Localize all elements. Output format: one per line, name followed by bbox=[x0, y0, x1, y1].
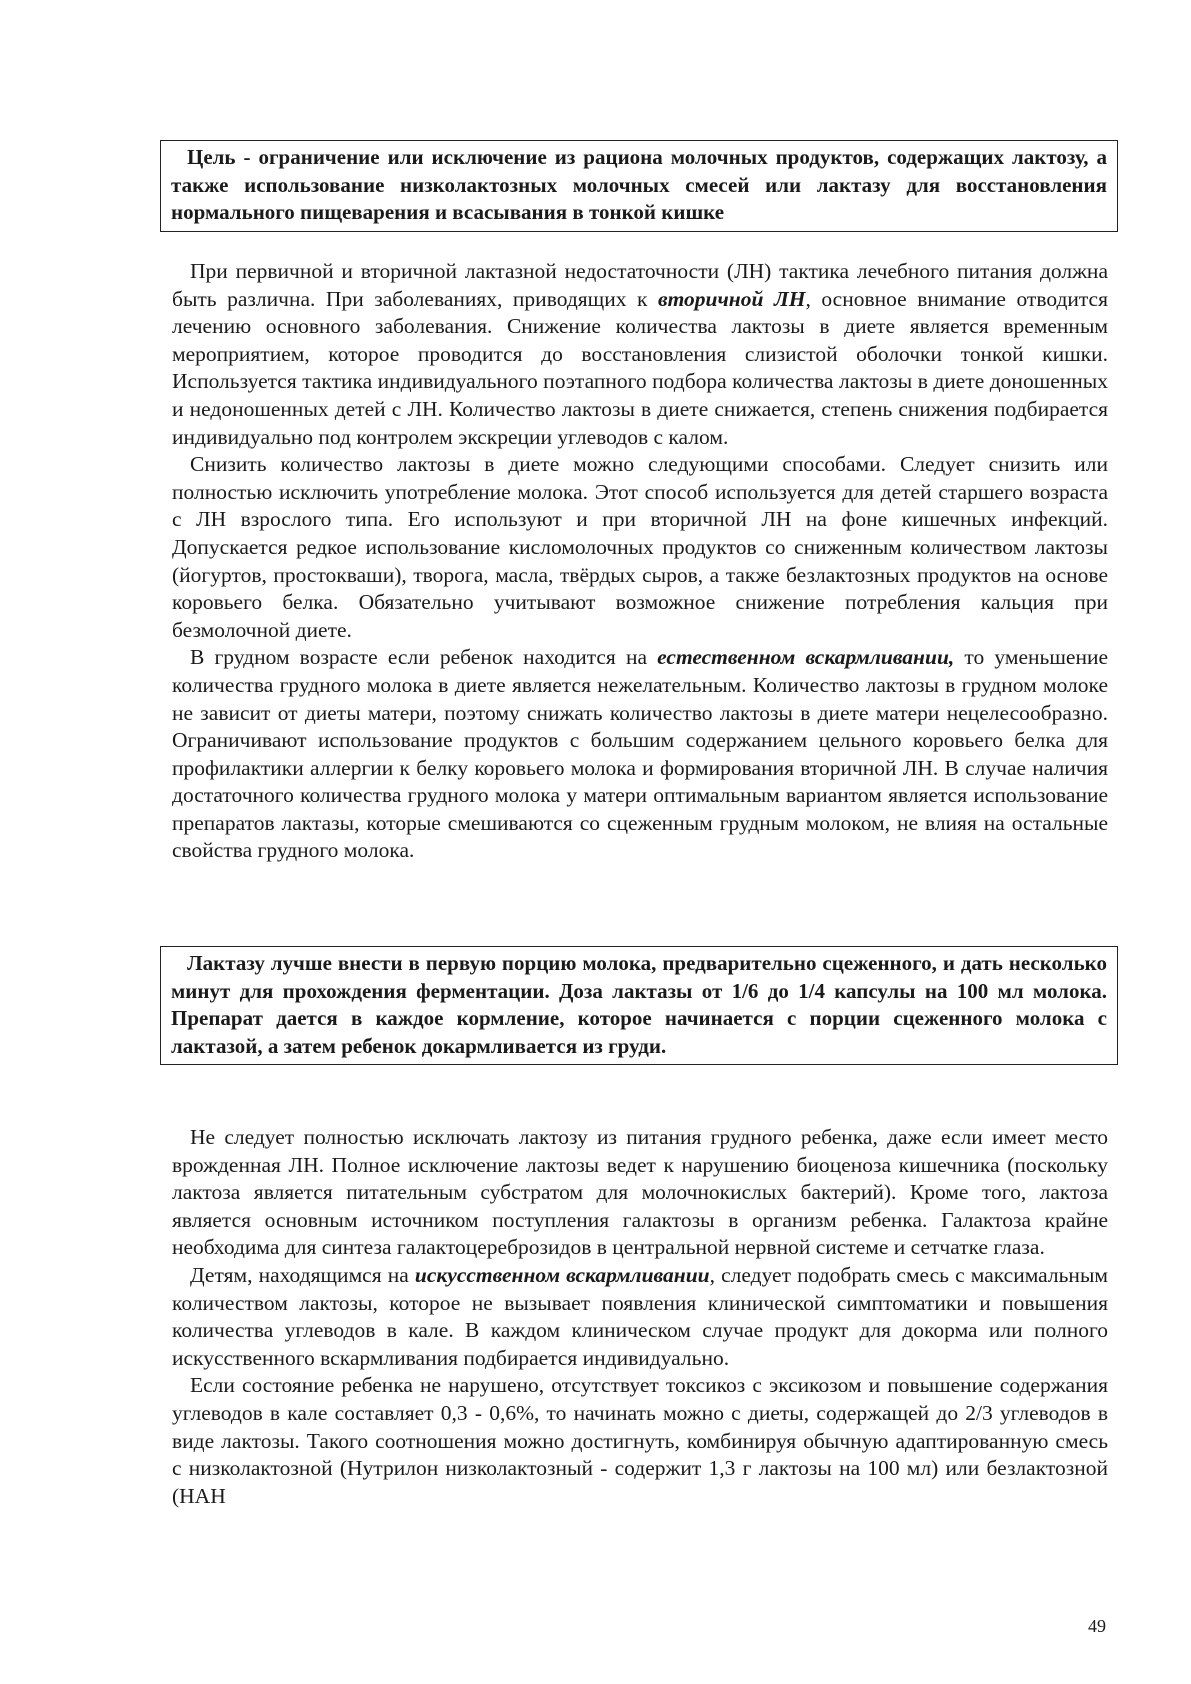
paragraph-text: , основное внимание отводится лечению основного заболевания. Снижение количества лактозы в диете является временным мероприятием, которое проводится до восстановления слизистой оболочки тонкой кишки. Используется тактика индивидуального поэтапного подбора количества лактозы в диете доношенных и недоношенных детей с ЛН. Количество лактозы в диете снижается, степень снижения подбирается индивидуально под контролем экскреции углеводов с калом. bbox=[172, 286, 1108, 449]
goal-box bbox=[160, 140, 1118, 232]
paragraph-text: В грудном возрасте если ребенок находится на bbox=[190, 645, 658, 670]
paragraph bbox=[172, 258, 1108, 451]
text-section-2 bbox=[172, 1124, 1108, 1510]
paragraph-text: то уменьшение количества грудного молока в диете является нежелательным. Количество лактозы в грудном молоке не зависит от диеты матери, поэтому снижать количество лактозы в диете матери нецелесообразно. Ограничивают использование продуктов с большим содержанием цельного коровьего белка для профилактики аллергии к белку коровьего молока и формирования вторичной ЛН. В случае наличия достаточного количества грудного молока у матери оптимальным вариантом является использование препаратов лактазы, которые смешиваются со сцеженным грудным молоком, не влияя на остальные свойства грудного молока. bbox=[172, 645, 1108, 863]
text-section-1 bbox=[172, 258, 1108, 865]
lactase-box-text: Лактазу лучше внести в первую порцию молока, предварительно сцеженного, и дать несколько минут для прохождения ферментации. Доза лактазы от 1/6 до 1/4 капсулы на 100 мл молока. Препарат дается в каждое кормление, которое начинается с порции сцеженного молока с лактазой, а затем ребенок докармливается из груди. bbox=[171, 951, 1107, 1058]
goal-box-text: Цель - ограничение или исключение из рациона молочных продуктов, содержащих лактозу, а также использование низколактозных молочных смесей или лактазу для восстановления нормального пищеварения и всасывания в тонкой кишке bbox=[171, 145, 1107, 224]
paragraph-text: Детям, находящимся на bbox=[190, 1262, 415, 1287]
paragraph bbox=[172, 644, 1108, 865]
paragraph: Не следует полностью исключать лактозу из питания грудного ребенка, даже если имеет место врожденная ЛН. Полное исключение лактозы ведет к нарушению биоценоза кишечника (поскольку лактоза является питательным субстратом для молочнокислых бактерий). Кроме того, лактоза является основным источником поступления галактозы в организм ребенка. Галактоза крайне необходима для синтеза галактоцереброзидов в центральной нервной системе и сетчатке глаза. bbox=[172, 1125, 1108, 1260]
paragraph: Если состояние ребенка не нарушено, отсутствует токсикоз с эксикозом и повышение содержания углеводов в кале составляет 0,3 - 0,6%, то начинать можно с диеты, содержащей до 2/3 углеводов в виде лактозы. Такого соотношения можно достигнуть, комбинируя обычную адаптированную смесь с низколактозной (Нутрилон низколактозный - содержит 1,3 г лактозы на 100 мл) или безлактозной (НАН bbox=[172, 1373, 1108, 1508]
paragraph-text: , следует подобрать смесь с максимальным количеством лактозы, которое не вызывает появления клинической симптоматики и повышения количества углеводов в кале. В каждом клиническом случае продукт для докорма или полного искусственного вскармливания подбирается индивидуально. bbox=[172, 1262, 1108, 1370]
emphasis-artificial-feeding: искусственном вскармливании bbox=[414, 1262, 710, 1287]
lactase-box bbox=[160, 946, 1118, 1065]
emphasis-secondary-ln: вторичной ЛН bbox=[658, 286, 806, 311]
paragraph bbox=[172, 1262, 1108, 1372]
emphasis-natural-feeding: естественном вскармливании, bbox=[657, 645, 955, 670]
page-number: 49 bbox=[1088, 1616, 1106, 1636]
paragraph: Снизить количество лактозы в диете можно следующими способами. Следует снизить или полностью исключить употребление молока. Этот способ используется для детей старшего возраста с ЛН взрослого типа. Его используют и при вторичной ЛН на фоне кишечных инфекций. Допускается редкое использование кисломолочных продуктов со сниженным количеством лактозы (йогуртов, простокваши), творога, масла, твёрдых сыров, а также безлактозных продуктов на основе коровьего белка. Обязательно учитывают возможное снижение потребления кальция при безмолочной диете. bbox=[172, 452, 1108, 642]
paragraph-text: При первичной и вторичной лактазной недостаточности (ЛН) тактика лечебного питания должна быть различна. При заболеваниях, приводящих к bbox=[172, 259, 1108, 311]
